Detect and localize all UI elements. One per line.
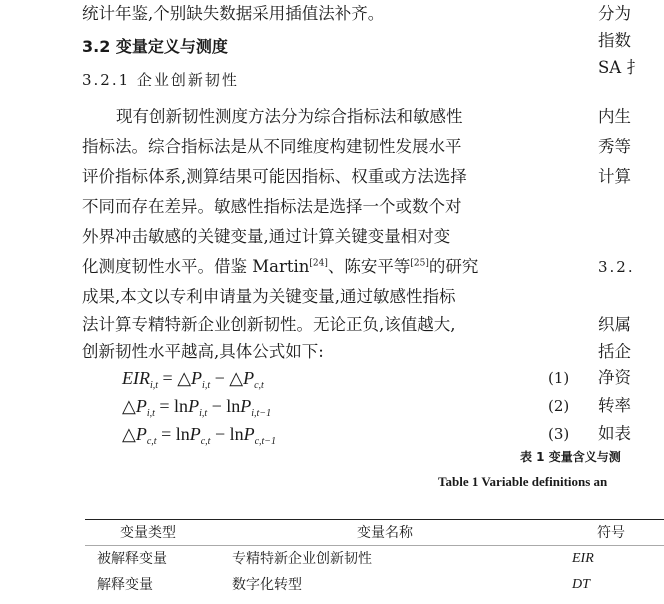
subsection-heading: 3.2.: [598, 258, 635, 276]
text-line: 统计年鉴,个别缺失数据采用插值法补齐。: [82, 4, 385, 23]
text-line: 分为: [598, 4, 631, 23]
text-segment: 、陈安平等: [327, 257, 411, 276]
equation-1: $EIR_{i,t}$ = $\triangle P_{i,t}$ − $\triangle P_{c,t}$: [122, 368, 264, 391]
text-line: 净资: [598, 368, 631, 387]
text-segment: 化测度韧性水平。借鉴 Martin: [82, 257, 310, 276]
table-header: 变量名称: [357, 525, 413, 541]
text-line: 创新韧性水平越高,具体公式如下:: [82, 342, 324, 361]
text-line: 织属: [598, 315, 631, 334]
equation-2: $\triangle P_{i,t} = \ln P_{i,t} - \ln P_{i,t-1}$: [122, 396, 272, 419]
text-line: 指数: [598, 31, 631, 50]
text-line: 法计算专精特新企业创新韧性。无论正负,该值越大,: [82, 315, 456, 334]
table-top-rule: [85, 519, 664, 520]
table-cell: 数字化转型: [232, 577, 302, 593]
text-line: SA 扌: [598, 58, 643, 77]
text-line: [82, 257, 478, 277]
section-heading: 3.2 变量定义与测度: [82, 37, 228, 56]
text-line: 现有创新韧性测度方法分为综合指标法和敏感性: [116, 107, 463, 126]
table-header: 变量类型: [120, 525, 176, 541]
text-line: 不同而存在差异。敏感性指标法是选择一个或数个对: [82, 197, 462, 216]
equation-number: (3): [548, 425, 570, 443]
table-cell: EIR: [572, 551, 594, 566]
text-line: 指标法。综合指标法是从不同维度构建韧性发展水平: [82, 137, 462, 156]
table-cell: 专精特新企业创新韧性: [232, 551, 372, 567]
table-cell: DT: [572, 577, 590, 592]
text-line: 评价指标体系,测算结果可能因指标、权重或方法选择: [82, 167, 467, 186]
equation-number: (2): [548, 397, 570, 415]
text-line: 内生: [598, 107, 631, 126]
table-caption-en: Table 1 Variable definitions an: [438, 474, 608, 489]
citation: [24]: [309, 258, 328, 269]
table-caption-cn: 表 1 变量含义与测: [520, 450, 621, 464]
text-line: 如表: [598, 424, 631, 443]
table-cell: 被解释变量: [97, 551, 167, 567]
text-line: 外界冲击敏感的关键变量,通过计算关键变量相对变: [82, 227, 451, 246]
table-header-rule: [85, 545, 664, 546]
text-line: 计算: [598, 167, 631, 186]
text-line: 秀等: [598, 137, 631, 156]
text-line: 括企: [598, 342, 631, 361]
text-line: 成果,本文以专利申请量为关键变量,通过敏感性指标: [82, 287, 456, 306]
citation: [25]: [410, 258, 429, 269]
subsection-heading: 3.2.1 企业创新韧性: [82, 71, 239, 89]
equation-3: $\triangle P_{c,t} = \ln P_{c,t} - \ln P_{c,t-1}$: [122, 424, 277, 447]
text-line: 转率: [598, 396, 631, 415]
table-cell: 解释变量: [97, 577, 153, 593]
equation-number: (1): [548, 369, 570, 387]
table-header: 符号: [597, 525, 625, 541]
text-segment: 的研究: [428, 257, 479, 276]
